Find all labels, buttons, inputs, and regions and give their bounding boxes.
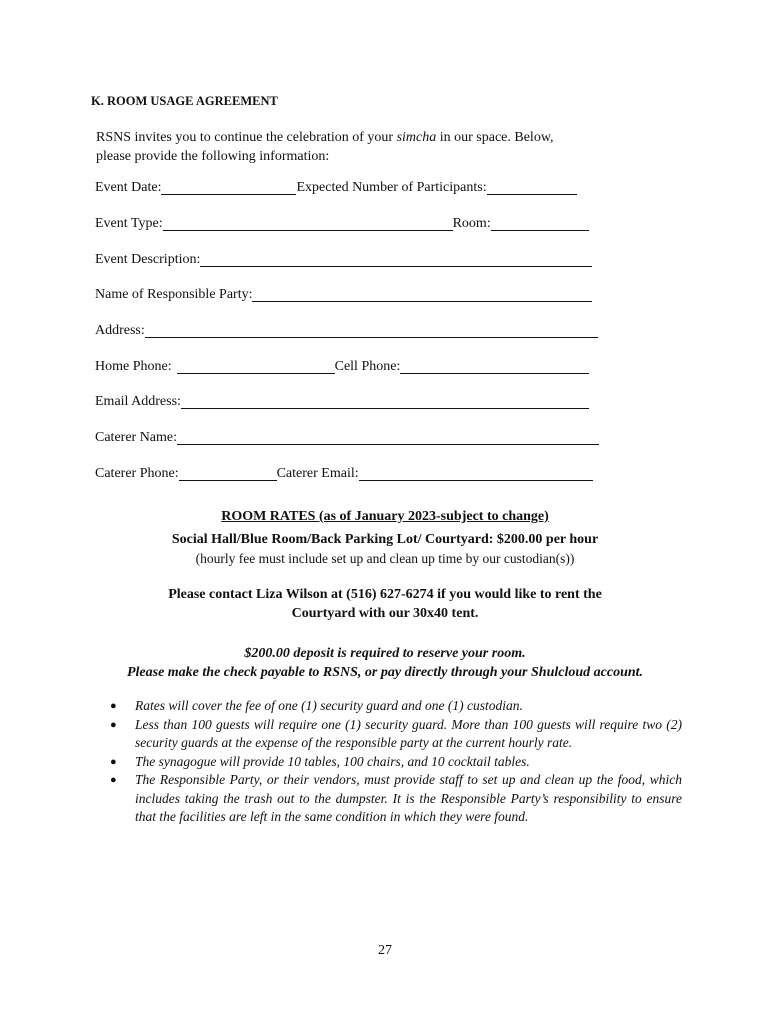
cell-phone-label: Cell Phone: bbox=[334, 359, 401, 374]
intro-text-after: in our space. Below, bbox=[436, 130, 554, 145]
event-type-field[interactable] bbox=[163, 215, 453, 231]
responsible-party-field[interactable] bbox=[252, 286, 592, 302]
contact-line-2: Courtyard with our 30x40 tent. bbox=[291, 606, 479, 621]
deposit-notice bbox=[0, 644, 770, 682]
room-rates-note: (hourly fee must include set up and clean up time by our custodian(s)) bbox=[195, 551, 575, 566]
caterer-phone-label: Caterer Phone: bbox=[95, 466, 179, 481]
form-row-caterer-contact bbox=[95, 464, 593, 484]
bullet-icon: ● bbox=[110, 700, 117, 712]
event-date-label: Event Date: bbox=[95, 180, 162, 195]
intro-text-line2: please provide the following information: bbox=[96, 149, 330, 164]
list-item-text: The synagogue will provide 10 tables, 100 chairs, and 10 cocktail tables. bbox=[135, 753, 530, 769]
list-item-text: Less than 100 guests will require one (1) security guard. More than 100 guests will require two (2) security guards at the expense of the responsible party at the current hourly rate. bbox=[135, 716, 682, 750]
page-number: 27 bbox=[378, 943, 392, 958]
room-field[interactable] bbox=[491, 215, 589, 231]
bullet-icon: ● bbox=[110, 718, 117, 731]
room-label: Room: bbox=[452, 216, 491, 231]
caterer-email-field[interactable] bbox=[359, 465, 593, 481]
email-address-field[interactable] bbox=[181, 393, 589, 409]
cell-phone-field[interactable] bbox=[400, 358, 589, 374]
terms-list bbox=[110, 697, 682, 827]
event-description-field[interactable] bbox=[200, 251, 592, 267]
expected-participants-label: Expected Number of Participants: bbox=[296, 180, 487, 195]
form-row-type bbox=[95, 214, 589, 234]
list-item bbox=[110, 753, 682, 772]
list-item-text: Rates will cover the fee of one (1) security guard and one (1) custodian. bbox=[135, 698, 523, 713]
form-row-email bbox=[95, 392, 589, 412]
intro-text-before: RSNS invites you to continue the celebration of your bbox=[96, 130, 397, 145]
event-description-label: Event Description: bbox=[95, 252, 201, 267]
intro-paragraph bbox=[96, 128, 554, 166]
expected-participants-field[interactable] bbox=[487, 179, 577, 195]
email-address-label: Email Address: bbox=[95, 394, 181, 409]
list-item-text: The Responsible Party, or their vendors, must provide staff to set up and clean up the food, which includes taking the trash out to the dumpster. It is the Responsible Party’s responsibility to ensure that the facilities are left in the same condition in which they were found. bbox=[135, 772, 682, 824]
caterer-email-label: Caterer Email: bbox=[276, 466, 359, 481]
form-row-address bbox=[95, 321, 598, 341]
contact-notice bbox=[0, 585, 770, 623]
deposit-line-2: Please make the check payable to RSNS, or pay directly through your Shulcloud account. bbox=[126, 665, 644, 680]
section-heading: K. ROOM USAGE AGREEMENT bbox=[91, 94, 278, 108]
form-row-responsible bbox=[95, 285, 592, 305]
form-row-caterer-name bbox=[95, 428, 599, 448]
list-item bbox=[110, 697, 682, 716]
room-rates-line: Social Hall/Blue Room/Back Parking Lot/ Courtyard: $200.00 per hour bbox=[171, 532, 599, 547]
address-label: Address: bbox=[95, 323, 145, 338]
bullet-icon: ● bbox=[110, 755, 117, 768]
list-item bbox=[110, 716, 682, 753]
caterer-phone-field[interactable] bbox=[179, 465, 277, 481]
caterer-name-field[interactable] bbox=[177, 429, 599, 445]
bullet-icon: ● bbox=[110, 774, 117, 786]
list-item bbox=[110, 771, 682, 827]
form-row-phones bbox=[95, 357, 589, 377]
home-phone-field[interactable] bbox=[177, 358, 335, 374]
form-row-description bbox=[95, 250, 592, 270]
intro-emphasis: simcha bbox=[396, 130, 437, 145]
responsible-party-label: Name of Responsible Party: bbox=[95, 287, 253, 302]
caterer-name-label: Caterer Name: bbox=[95, 430, 178, 445]
deposit-line-1: $200.00 deposit is required to reserve your room. bbox=[244, 646, 526, 661]
form-row-event bbox=[95, 178, 577, 198]
event-type-label: Event Type: bbox=[95, 216, 163, 231]
contact-line-1: Please contact Liza Wilson at (516) 627-6274 if you would like to rent the bbox=[168, 587, 602, 602]
address-field[interactable] bbox=[145, 322, 598, 338]
event-date-field[interactable] bbox=[161, 179, 296, 195]
home-phone-label: Home Phone: bbox=[95, 359, 172, 374]
room-rates-title: ROOM RATES (as of January 2023-subject to change) bbox=[221, 509, 549, 524]
